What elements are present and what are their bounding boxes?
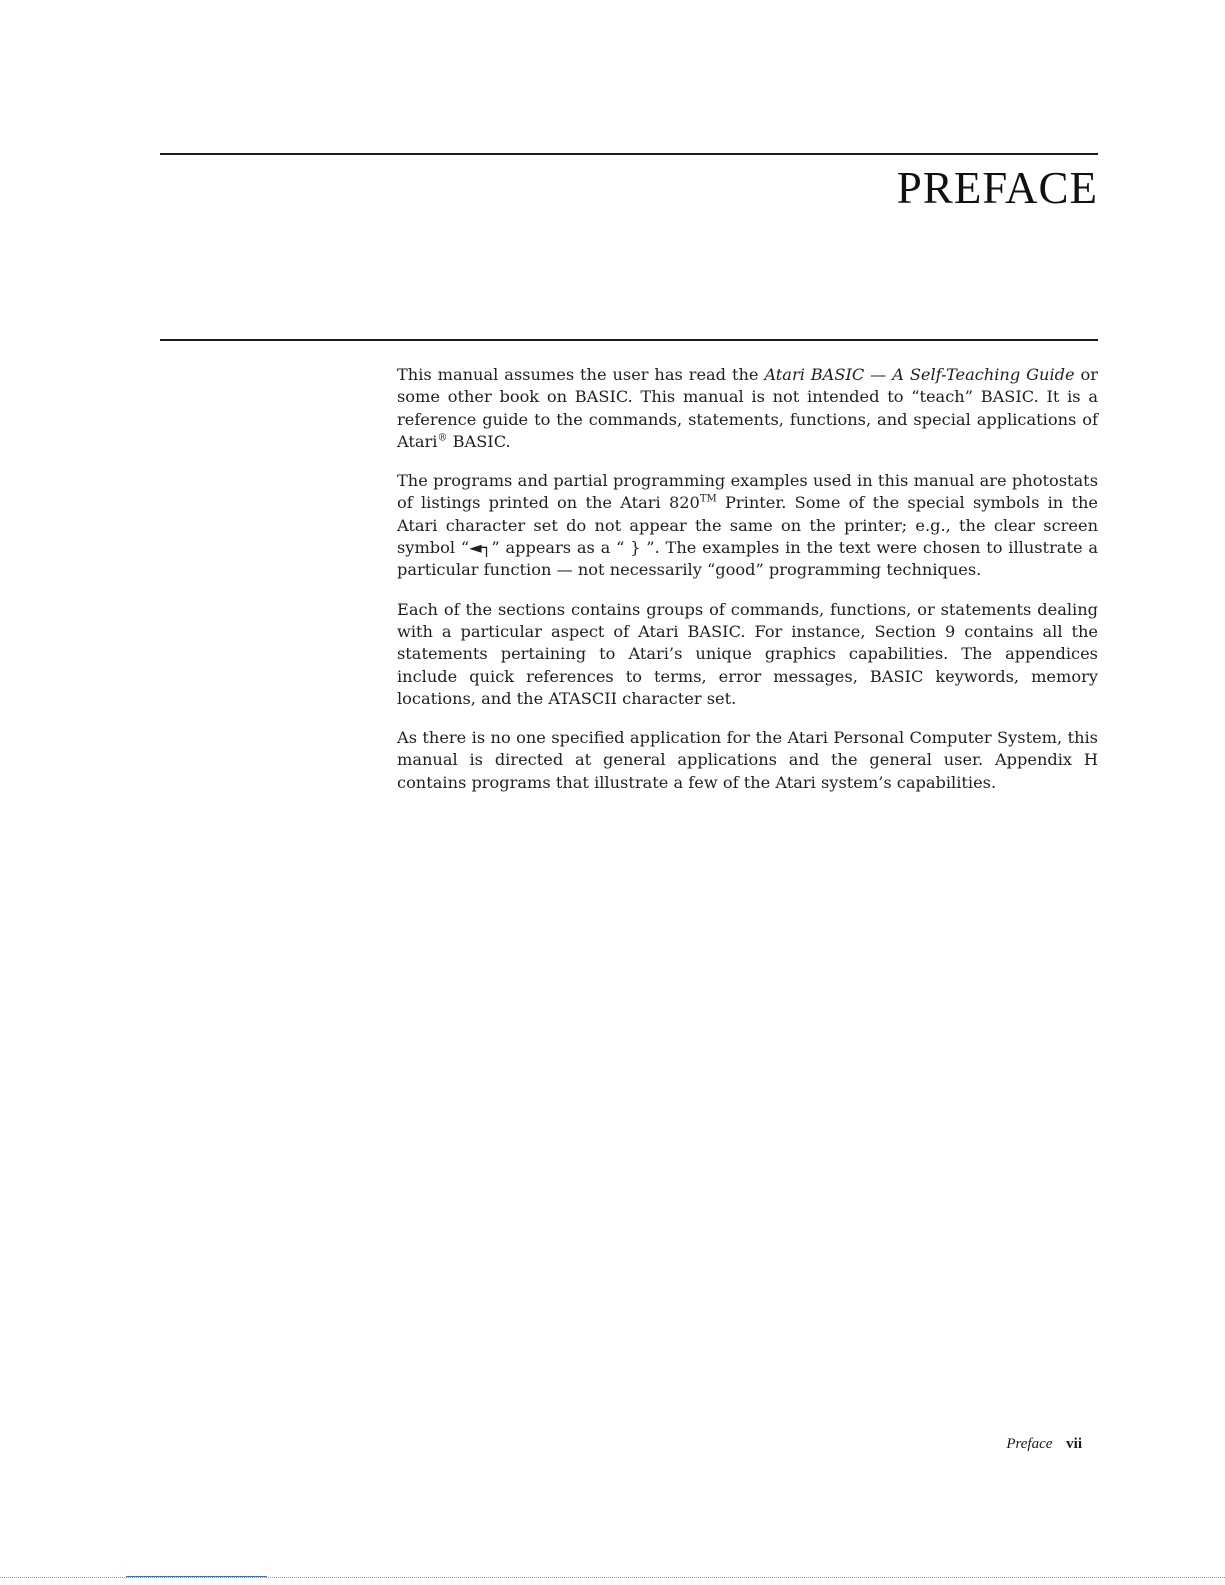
italic-text: Atari BASIC — A Self-Teaching Guide — [764, 365, 1075, 384]
paragraph — [397, 727, 1098, 794]
scan-marker — [126, 1576, 267, 1577]
page-title: PREFACE — [896, 163, 1098, 213]
page-footer — [1006, 1436, 1082, 1453]
paragraph-text: BASIC. — [447, 431, 511, 451]
superscript-mark: TM — [699, 494, 717, 506]
paragraph-text: The programs and partial programming examples used in this manual are photostats of listings printed on the Atari 820 — [397, 471, 1098, 513]
paragraph-text: or some other book on BASIC. This manual is not intended to “teach” BASIC. It is a reference guide to the commands, statements, functions, and special applications of Atari — [397, 365, 1099, 451]
paragraph — [397, 599, 1098, 710]
paragraph-text: Each of the sections contains groups of commands, functions, or statements dealing with a particular aspect of Atari BASIC. For instance, Section 9 contains all the statements pertaining to Atari’s unique graphics capabilities. The appendices include quick references to terms, error messages, BASIC keywords, memory locations, and the ATASCII character set. — [397, 599, 1098, 708]
superscript-mark: ® — [437, 432, 448, 444]
preface-body — [397, 364, 1098, 811]
paragraph — [397, 364, 1098, 453]
page-number: vii — [1066, 1436, 1082, 1452]
footer-label: Preface — [1006, 1436, 1053, 1452]
section-rule — [160, 339, 1098, 341]
top-rule — [160, 153, 1098, 155]
paragraph — [397, 470, 1098, 581]
scan-edge — [0, 1577, 1225, 1578]
paragraph-text: Printer. Some of the special symbols in the Atari character set do not appear the same on the printer; e.g., the clear screen symbol “◄┐” appears as a “ } ”. The examples in the text were chosen to illustrate a particular function — not necessarily “good” programming techniques. — [397, 493, 1098, 580]
paragraph-text: As there is no one specified application for the Atari Personal Computer System, this manual is directed at general applications and the general user. Appendix H contains programs that illustrate a few of the Atari system’s capabilities. — [397, 728, 1098, 792]
paragraph-text: This manual assumes the user has read the — [397, 365, 765, 384]
